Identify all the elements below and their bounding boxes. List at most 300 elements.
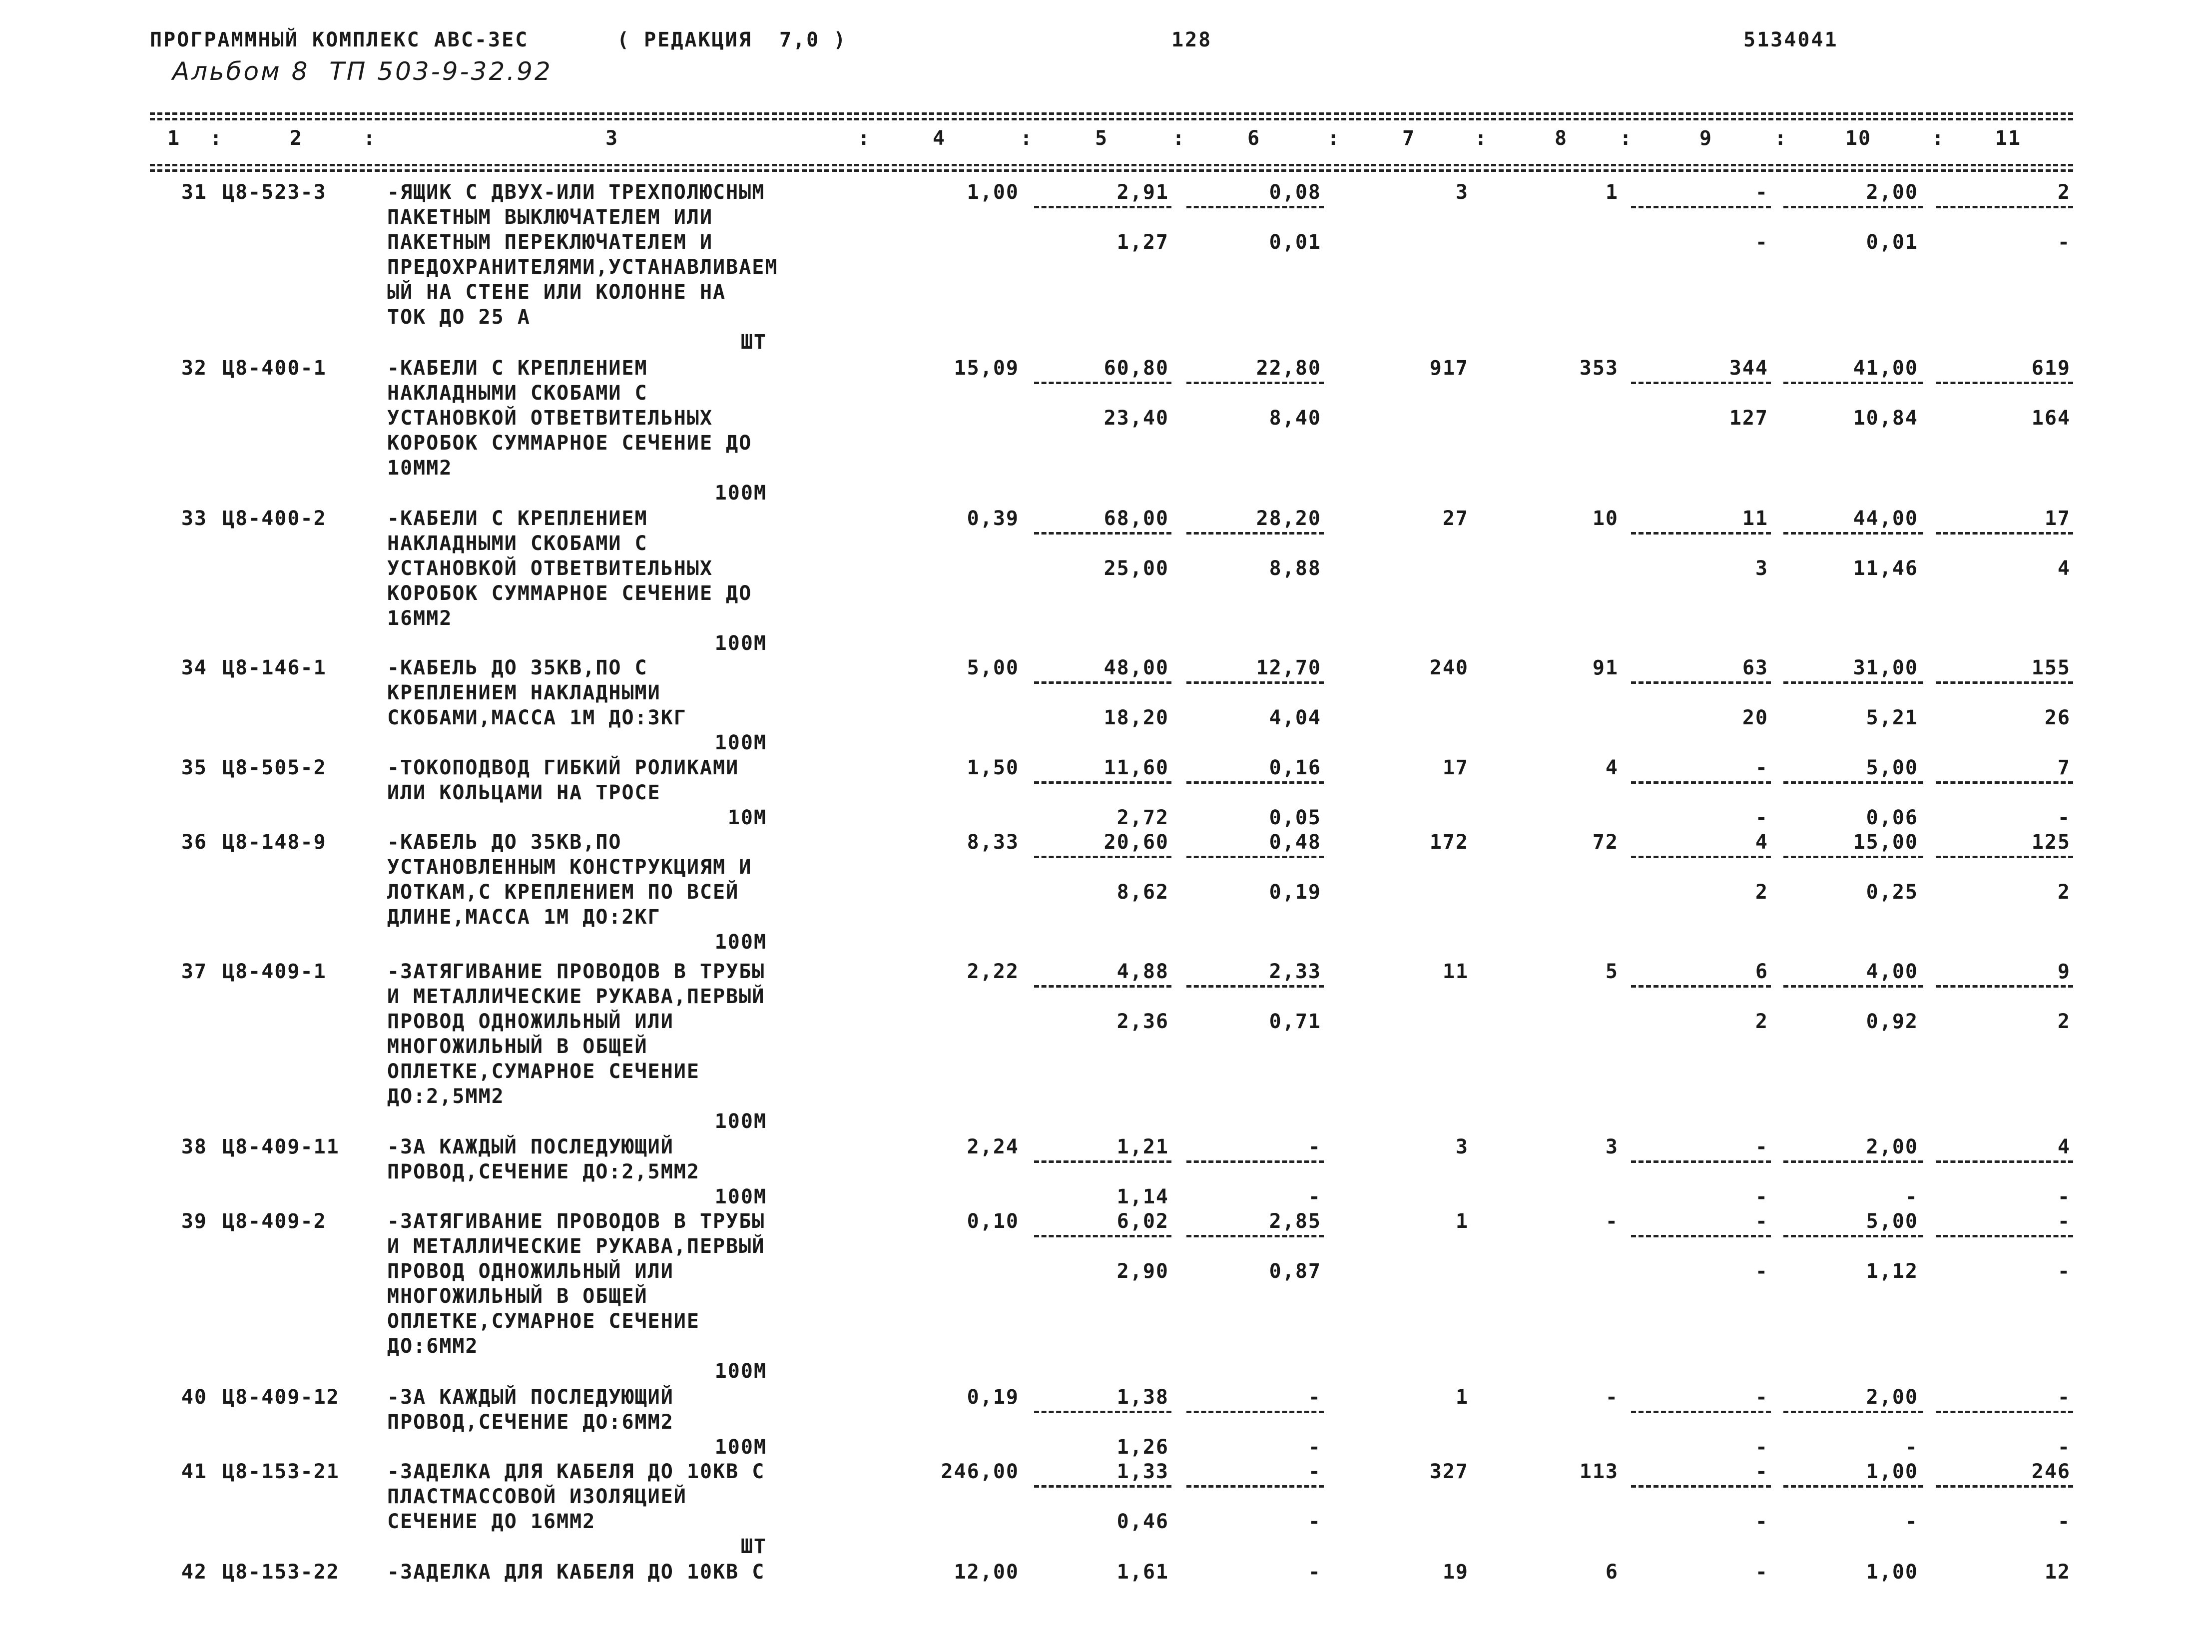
item-code: Ц8-400-2	[222, 507, 327, 530]
machinist-wages-value: 8,40	[1269, 407, 1321, 430]
machine-cost-value: 1,26	[1116, 1436, 1169, 1459]
machinist-wages-value: 0,01	[1269, 231, 1321, 254]
document-number: 5134041	[1743, 28, 1838, 51]
column-number-5: 5	[1095, 127, 1108, 150]
total-cost-value: 11,60	[1104, 756, 1169, 779]
cell-divider	[1034, 985, 1171, 988]
total-cost-value: 6,02	[1116, 1210, 1169, 1233]
total-cost-value: 1,33	[1116, 1460, 1169, 1483]
machinist-labor-per-unit-value: -	[1905, 1436, 1918, 1459]
cell-divider	[1936, 856, 2073, 858]
machine-cost-value: 2,72	[1116, 806, 1169, 829]
cell-divider	[1783, 1485, 1923, 1488]
cell-divider	[1783, 1235, 1923, 1237]
header-bottom-rule-1	[150, 164, 2073, 166]
program-title: ПРОГРАММНЫЙ КОМПЛЕКС АВС-3ЕС	[150, 28, 529, 51]
unit-of-measure: ШТ	[740, 1535, 767, 1558]
top-rule-1	[150, 112, 2073, 115]
row-number: 40	[181, 1386, 207, 1409]
cell-divider	[1783, 985, 1923, 988]
machinist-wages-sum-value: 2	[1755, 1010, 1768, 1033]
total-cost-value: 1,61	[1116, 1561, 1169, 1584]
item-code: Ц8-153-22	[222, 1561, 340, 1584]
wages-sum-value: 6	[1605, 1561, 1619, 1584]
cell-divider	[1783, 681, 1923, 684]
labor-total-value: 12	[2044, 1561, 2071, 1584]
machinist-wages-sum-value: -	[1755, 231, 1768, 254]
item-description-line: МНОГОЖИЛЬНЫЙ В ОБЩЕЙ	[387, 1035, 648, 1058]
quantity-value: 8,33	[967, 831, 1019, 854]
item-description-line: -КАБЕЛЬ ДО 35КВ,ПО С	[387, 656, 648, 679]
machinist-wages-sum-value: 20	[1742, 706, 1768, 729]
machinist-wages-sum-value: -	[1755, 806, 1768, 829]
row-number: 39	[181, 1210, 207, 1233]
item-description-line: И МЕТАЛЛИЧЕСКИЕ РУКАВА,ПЕРВЫЙ	[387, 1235, 765, 1258]
wages-sum-value: 5	[1605, 960, 1619, 983]
column-number-11: 11	[1995, 127, 2022, 150]
total-sum-value: 11	[1442, 960, 1469, 983]
cell-divider	[1783, 1160, 1923, 1163]
machinist-wages-sum-value: -	[1755, 1510, 1768, 1533]
machinist-wages-sum-value: 127	[1729, 407, 1768, 430]
column-number-10: 10	[1845, 127, 1872, 150]
item-description-line: -ЗАТЯГИВАНИЕ ПРОВОДОВ В ТРУБЫ	[387, 960, 765, 983]
machinist-labor-per-unit-value: -	[1905, 1185, 1918, 1208]
item-description-line: ДЛИНЕ,МАССА 1М ДО:2КГ	[387, 906, 661, 929]
item-code: Ц8-148-9	[222, 831, 327, 854]
machinist-labor-total-value: -	[2057, 1260, 2071, 1283]
cell-divider	[1186, 1160, 1324, 1163]
machine-operation-value: 4	[1755, 831, 1768, 854]
cell-divider	[1936, 681, 2073, 684]
labor-total-value: 17	[2044, 507, 2071, 530]
edition-label: ( РЕДАКЦИЯ 7,0 )	[617, 28, 847, 51]
total-sum-value: 240	[1429, 656, 1469, 679]
total-sum-value: 3	[1455, 181, 1469, 204]
machinist-labor-total-value: -	[2057, 806, 2071, 829]
machine-cost-value: 18,20	[1104, 706, 1169, 729]
item-description-line: КОРОБОК СУММАРНОЕ СЕЧЕНИЕ ДО	[387, 582, 752, 605]
machinist-labor-total-value: 2	[2057, 1010, 2071, 1033]
labor-per-unit-value: 5,00	[1866, 1210, 1918, 1233]
total-cost-value: 1,21	[1116, 1135, 1169, 1158]
cell-divider	[1186, 1411, 1324, 1413]
wages-value: 22,80	[1256, 357, 1321, 380]
machine-operation-value: -	[1755, 1386, 1768, 1409]
unit-of-measure: 10М	[727, 806, 767, 829]
wages-sum-value: 353	[1579, 357, 1619, 380]
column-number-6: 6	[1247, 127, 1261, 150]
labor-per-unit-value: 2,00	[1866, 181, 1918, 204]
row-number: 36	[181, 831, 207, 854]
cell-divider	[1783, 532, 1923, 535]
quantity-value: 0,39	[967, 507, 1019, 530]
item-description-line: -КАБЕЛЬ ДО 35КВ,ПО	[387, 831, 622, 854]
column-separator: :	[363, 127, 377, 150]
machine-operation-value: 11	[1742, 507, 1768, 530]
quantity-value: 1,50	[967, 756, 1019, 779]
machinist-wages-value: -	[1308, 1510, 1321, 1533]
item-code: Ц8-400-1	[222, 357, 327, 380]
cell-divider	[1936, 206, 2073, 208]
total-cost-value: 2,91	[1116, 181, 1169, 204]
wages-sum-value: 113	[1579, 1460, 1619, 1483]
column-separator: :	[209, 127, 223, 150]
wages-value: -	[1308, 1135, 1321, 1158]
row-number: 31	[181, 181, 207, 204]
machine-cost-value: 2,36	[1116, 1010, 1169, 1033]
wages-sum-value: 3	[1605, 1135, 1619, 1158]
labor-total-value: 125	[2031, 831, 2071, 854]
machinist-wages-sum-value: -	[1755, 1185, 1768, 1208]
total-cost-value: 48,00	[1104, 656, 1169, 679]
header-bottom-rule-2	[150, 169, 2073, 172]
cell-divider	[1034, 1160, 1171, 1163]
wages-value: 12,70	[1256, 656, 1321, 679]
total-sum-value: 27	[1442, 507, 1469, 530]
unit-of-measure: 100М	[714, 1360, 767, 1383]
item-description-line: ПРОВОД,СЕЧЕНИЕ ДО:2,5ММ2	[387, 1160, 700, 1183]
labor-per-unit-value: 2,00	[1866, 1386, 1918, 1409]
item-description-line: ПРОВОД ОДНОЖИЛЬНЫЙ ИЛИ	[387, 1260, 674, 1283]
column-number-8: 8	[1554, 127, 1568, 150]
machinist-labor-per-unit-value: 5,21	[1866, 706, 1918, 729]
row-number: 38	[181, 1135, 207, 1158]
item-description-line: НАКЛАДНЫМИ СКОБАМИ С	[387, 382, 648, 405]
machinist-wages-value: 0,87	[1269, 1260, 1321, 1283]
labor-per-unit-value: 15,00	[1853, 831, 1918, 854]
machinist-labor-per-unit-value: 0,01	[1866, 231, 1918, 254]
column-separator: :	[1020, 127, 1034, 150]
column-separator: :	[1931, 127, 1945, 150]
wages-value: 0,48	[1269, 831, 1321, 854]
column-separator: :	[1172, 127, 1186, 150]
machinist-wages-value: 0,05	[1269, 806, 1321, 829]
item-description-line: -КАБЕЛИ С КРЕПЛЕНИЕМ	[387, 357, 648, 380]
quantity-value: 5,00	[967, 656, 1019, 679]
cell-divider	[1034, 1411, 1171, 1413]
top-rule-2	[150, 118, 2073, 120]
wages-sum-value: -	[1605, 1386, 1619, 1409]
machine-cost-value: 25,00	[1104, 557, 1169, 580]
unit-of-measure: 100М	[714, 482, 767, 505]
labor-total-value: 619	[2031, 357, 2071, 380]
column-separator: :	[1619, 127, 1633, 150]
cell-divider	[1186, 681, 1324, 684]
cell-divider	[1034, 532, 1171, 535]
cell-divider	[1034, 781, 1171, 784]
labor-total-value: -	[2057, 1210, 2071, 1233]
cell-divider	[1631, 781, 1771, 784]
item-description-line: ИЛИ КОЛЬЦАМИ НА ТРОСЕ	[387, 781, 661, 804]
machine-cost-value: 8,62	[1116, 881, 1169, 904]
machinist-labor-per-unit-value: 11,46	[1853, 557, 1918, 580]
quantity-value: 15,09	[954, 357, 1019, 380]
cell-divider	[1186, 1485, 1324, 1488]
labor-per-unit-value: 44,00	[1853, 507, 1918, 530]
wages-sum-value: -	[1605, 1210, 1619, 1233]
wages-value: 2,85	[1269, 1210, 1321, 1233]
machine-cost-value: 0,46	[1116, 1510, 1169, 1533]
item-description-line: -ЗА КАЖДЫЙ ПОСЛЕДУЮЩИЙ	[387, 1386, 674, 1409]
unit-of-measure: 100М	[714, 1110, 767, 1133]
machinist-wages-sum-value: -	[1755, 1260, 1768, 1283]
cell-divider	[1631, 856, 1771, 858]
cell-divider	[1186, 1235, 1324, 1237]
labor-total-value: 155	[2031, 656, 2071, 679]
cell-divider	[1631, 532, 1771, 535]
item-description-line: КРЕПЛЕНИЕМ НАКЛАДНЫМИ	[387, 681, 661, 704]
cell-divider	[1631, 1235, 1771, 1237]
cell-divider	[1631, 382, 1771, 384]
machinist-labor-total-value: 2	[2057, 881, 2071, 904]
total-cost-value: 20,60	[1104, 831, 1169, 854]
total-sum-value: 3	[1455, 1135, 1469, 1158]
album-handwritten-label: Альбом 8 ТП 503-9-32.92	[172, 57, 553, 86]
row-number: 32	[181, 357, 207, 380]
wages-value: 0,08	[1269, 181, 1321, 204]
cell-divider	[1783, 781, 1923, 784]
wages-value: -	[1308, 1386, 1321, 1409]
wages-value: 0,16	[1269, 756, 1321, 779]
item-code: Ц8-409-11	[222, 1135, 340, 1158]
row-number: 42	[181, 1561, 207, 1584]
item-description-line: ПРОВОД,СЕЧЕНИЕ ДО:6ММ2	[387, 1411, 674, 1434]
column-number-4: 4	[932, 127, 946, 150]
column-number-9: 9	[1699, 127, 1713, 150]
machinist-labor-total-value: -	[2057, 1185, 2071, 1208]
machine-cost-value: 2,90	[1116, 1260, 1169, 1283]
labor-per-unit-value: 5,00	[1866, 756, 1918, 779]
item-description-line: НАКЛАДНЫМИ СКОБАМИ С	[387, 532, 648, 555]
total-sum-value: 327	[1429, 1460, 1469, 1483]
machinist-labor-per-unit-value: -	[1905, 1510, 1918, 1533]
item-code: Ц8-409-1	[222, 960, 327, 983]
labor-per-unit-value: 41,00	[1853, 357, 1918, 380]
labor-per-unit-value: 31,00	[1853, 656, 1918, 679]
machinist-wages-value: 0,71	[1269, 1010, 1321, 1033]
machinist-wages-value: -	[1308, 1436, 1321, 1459]
item-description-line: -ЗАДЕЛКА ДЛЯ КАБЕЛЯ ДО 10КВ С	[387, 1561, 765, 1584]
quantity-value: 12,00	[954, 1561, 1019, 1584]
machine-operation-value: 6	[1755, 960, 1768, 983]
column-separator: :	[1474, 127, 1488, 150]
cell-divider	[1186, 206, 1324, 208]
item-description-line: -ЗА КАЖДЫЙ ПОСЛЕДУЮЩИЙ	[387, 1135, 674, 1158]
labor-per-unit-value: 4,00	[1866, 960, 1918, 983]
total-sum-value: 172	[1429, 831, 1469, 854]
quantity-value: 0,10	[967, 1210, 1019, 1233]
column-number-3: 3	[605, 127, 619, 150]
cell-divider	[1936, 532, 2073, 535]
item-description-line: ОПЛЕТКЕ,СУМАРНОЕ СЕЧЕНИЕ	[387, 1310, 700, 1333]
wages-value: 28,20	[1256, 507, 1321, 530]
cell-divider	[1186, 532, 1324, 535]
wages-value: 2,33	[1269, 960, 1321, 983]
cell-divider	[1631, 985, 1771, 988]
item-description-line: ЫЙ НА СТЕНЕ ИЛИ КОЛОННЕ НА	[387, 281, 726, 304]
wages-sum-value: 4	[1605, 756, 1619, 779]
item-description-line: УСТАНОВКОЙ ОТВЕТВИТЕЛЬНЫХ	[387, 557, 713, 580]
item-description-line: -ТОКОПОДВОД ГИБКИЙ РОЛИКАМИ	[387, 756, 739, 779]
cell-divider	[1783, 856, 1923, 858]
item-description-line: ПАКЕТНЫМ ПЕРЕКЛЮЧАТЕЛЕМ И	[387, 231, 713, 254]
total-sum-value: 1	[1455, 1210, 1469, 1233]
machine-operation-value: 344	[1729, 357, 1768, 380]
total-sum-value: 19	[1442, 1561, 1469, 1584]
machinist-labor-per-unit-value: 10,84	[1853, 407, 1918, 430]
unit-of-measure: 100М	[714, 1436, 767, 1459]
cell-divider	[1186, 856, 1324, 858]
wages-sum-value: 10	[1592, 507, 1619, 530]
item-description-line: -ЗАТЯГИВАНИЕ ПРОВОДОВ В ТРУБЫ	[387, 1210, 765, 1233]
item-description-line: УСТАНОВКОЙ ОТВЕТВИТЕЛЬНЫХ	[387, 407, 713, 430]
item-description-line: ДО:2,5ММ2	[387, 1085, 505, 1108]
cell-divider	[1186, 985, 1324, 988]
item-code: Ц8-409-12	[222, 1386, 340, 1409]
item-description-line: 16ММ2	[387, 607, 453, 630]
item-code: Ц8-505-2	[222, 756, 327, 779]
row-number: 37	[181, 960, 207, 983]
column-number-1: 1	[167, 127, 181, 150]
total-cost-value: 4,88	[1116, 960, 1169, 983]
item-description-line: -ЯЩИК С ДВУХ-ИЛИ ТРЕХПОЛЮСНЫМ	[387, 181, 765, 204]
item-description-line: И МЕТАЛЛИЧЕСКИЕ РУКАВА,ПЕРВЫЙ	[387, 985, 765, 1008]
item-description-line: ОПЛЕТКЕ,СУМАРНОЕ СЕЧЕНИЕ	[387, 1060, 700, 1083]
quantity-value: 0,19	[967, 1386, 1019, 1409]
quantity-value: 1,00	[967, 181, 1019, 204]
cell-divider	[1186, 781, 1324, 784]
labor-total-value: -	[2057, 1386, 2071, 1409]
total-sum-value: 17	[1442, 756, 1469, 779]
machine-operation-value: -	[1755, 1135, 1768, 1158]
total-sum-value: 1	[1455, 1386, 1469, 1409]
column-separator: :	[857, 127, 871, 150]
item-description-line: ПЛАСТМАССОВОЙ ИЗОЛЯЦИЕЙ	[387, 1485, 687, 1508]
cell-divider	[1034, 1485, 1171, 1488]
machine-operation-value: -	[1755, 756, 1768, 779]
wages-value: -	[1308, 1561, 1321, 1584]
machinist-labor-total-value: 4	[2057, 557, 2071, 580]
machinist-labor-total-value: 164	[2031, 407, 2071, 430]
total-cost-value: 1,38	[1116, 1386, 1169, 1409]
machinist-labor-total-value: -	[2057, 1510, 2071, 1533]
wages-sum-value: 1	[1605, 181, 1619, 204]
wages-sum-value: 72	[1592, 831, 1619, 854]
machinist-labor-per-unit-value: 1,12	[1866, 1260, 1918, 1283]
machinist-labor-per-unit-value: 0,92	[1866, 1010, 1918, 1033]
cell-divider	[1936, 1485, 2073, 1488]
labor-total-value: 246	[2031, 1460, 2071, 1483]
labor-total-value: 7	[2057, 756, 2071, 779]
item-code: Ц8-146-1	[222, 656, 327, 679]
machinist-labor-total-value: -	[2057, 1436, 2071, 1459]
labor-total-value: 4	[2057, 1135, 2071, 1158]
total-cost-value: 68,00	[1104, 507, 1169, 530]
page-number: 128	[1171, 28, 1212, 51]
cell-divider	[1783, 1411, 1923, 1413]
unit-of-measure: 100М	[714, 731, 767, 754]
row-number: 41	[181, 1460, 207, 1483]
item-description-line: ДО:6ММ2	[387, 1335, 479, 1358]
machinist-wages-value: 4,04	[1269, 706, 1321, 729]
row-number: 33	[181, 507, 207, 530]
column-number-7: 7	[1402, 127, 1416, 150]
item-description-line: СКОБАМИ,МАССА 1М ДО:3КГ	[387, 706, 687, 729]
machinist-wages-sum-value: -	[1755, 1436, 1768, 1459]
row-number: 34	[181, 656, 207, 679]
cell-divider	[1936, 1235, 2073, 1237]
machinist-wages-value: 0,19	[1269, 881, 1321, 904]
item-description-line: ПАКЕТНЫМ ВЫКЛЮЧАТЕЛЕМ ИЛИ	[387, 206, 713, 229]
machinist-labor-total-value: 26	[2044, 706, 2071, 729]
item-description-line: КОРОБОК СУММАРНОЕ СЕЧЕНИЕ ДО	[387, 432, 752, 455]
item-description-line: ЛОТКАМ,С КРЕПЛЕНИЕМ ПО ВСЕЙ	[387, 881, 739, 904]
unit-of-measure: 100М	[714, 632, 767, 655]
cell-divider	[1936, 1411, 2073, 1413]
cell-divider	[1034, 382, 1171, 384]
machine-operation-value: -	[1755, 181, 1768, 204]
total-sum-value: 917	[1429, 357, 1469, 380]
cell-divider	[1936, 382, 2073, 384]
machinist-labor-per-unit-value: 0,25	[1866, 881, 1918, 904]
machinist-wages-value: -	[1308, 1185, 1321, 1208]
machine-operation-value: 63	[1742, 656, 1768, 679]
item-description-line: СЕЧЕНИЕ ДО 16ММ2	[387, 1510, 596, 1533]
item-description-line: 10ММ2	[387, 457, 453, 480]
cell-divider	[1783, 206, 1923, 208]
cell-divider	[1186, 382, 1324, 384]
item-code: Ц8-409-2	[222, 1210, 327, 1233]
cell-divider	[1034, 206, 1171, 208]
machine-operation-value: -	[1755, 1210, 1768, 1233]
column-separator: :	[1774, 127, 1788, 150]
item-code: Ц8-523-3	[222, 181, 327, 204]
cell-divider	[1034, 681, 1171, 684]
column-separator: :	[1327, 127, 1341, 150]
cell-divider	[1034, 1235, 1171, 1237]
cell-divider	[1631, 681, 1771, 684]
cell-divider	[1936, 1160, 2073, 1163]
total-cost-value: 60,80	[1104, 357, 1169, 380]
labor-per-unit-value: 2,00	[1866, 1135, 1918, 1158]
machine-cost-value: 1,27	[1116, 231, 1169, 254]
machine-operation-value: -	[1755, 1561, 1768, 1584]
labor-total-value: 2	[2057, 181, 2071, 204]
item-description-line: МНОГОЖИЛЬНЫЙ В ОБЩЕЙ	[387, 1285, 648, 1308]
labor-per-unit-value: 1,00	[1866, 1460, 1918, 1483]
item-description-line: ПРОВОД ОДНОЖИЛЬНЫЙ ИЛИ	[387, 1010, 674, 1033]
quantity-value: 2,24	[967, 1135, 1019, 1158]
labor-total-value: 9	[2057, 960, 2071, 983]
item-description-line: -КАБЕЛИ С КРЕПЛЕНИЕМ	[387, 507, 648, 530]
cell-divider	[1631, 1160, 1771, 1163]
item-description-line: -ЗАДЕЛКА ДЛЯ КАБЕЛЯ ДО 10КВ С	[387, 1460, 765, 1483]
machinist-labor-per-unit-value: 0,06	[1866, 806, 1918, 829]
cell-divider	[1631, 1411, 1771, 1413]
machinist-wages-sum-value: 2	[1755, 881, 1768, 904]
cell-divider	[1631, 206, 1771, 208]
cell-divider	[1783, 382, 1923, 384]
machine-cost-value: 23,40	[1104, 407, 1169, 430]
labor-per-unit-value: 1,00	[1866, 1561, 1918, 1584]
unit-of-measure: ШТ	[740, 331, 767, 354]
wages-value: -	[1308, 1460, 1321, 1483]
machine-operation-value: -	[1755, 1460, 1768, 1483]
cell-divider	[1936, 781, 2073, 784]
unit-of-measure: 100М	[714, 931, 767, 954]
column-number-2: 2	[289, 127, 303, 150]
